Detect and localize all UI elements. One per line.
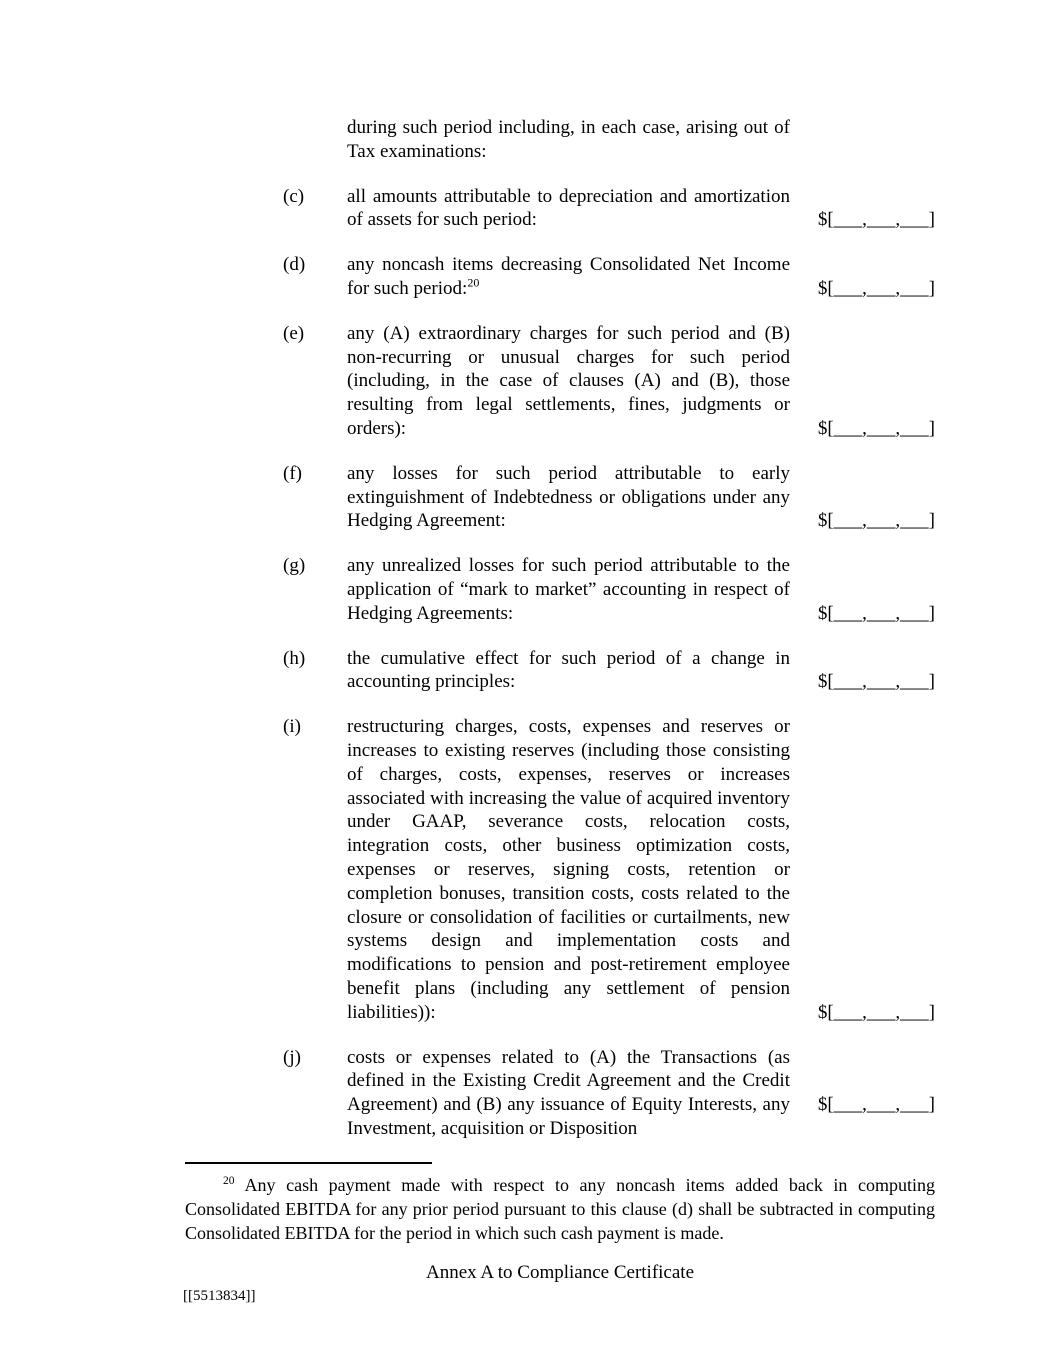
clause-row: [283, 554, 935, 625]
clause-row: [283, 322, 935, 441]
footnote-reference: 20: [467, 275, 480, 290]
clause-text-content: any (A) extraordinary charges for such period and (B) non-recurring or unusual charges for such period (including, in the case of clauses (A) and (B), those resulting from legal settlements, fines, judgments or orders):: [347, 322, 790, 439]
footnote-text: Any cash payment made with respect to any noncash items added back in computing Consolidated EBITDA for any prior period pursuant to this clause (d) shall be subtracted in computing Consolidated EBITDA for the period in which such cash payment is made.: [185, 1175, 935, 1243]
clause-letter: (j): [283, 1046, 301, 1068]
clause-letter: (c): [283, 185, 305, 207]
clause-text-content: the cumulative effect for such period of a change in accounting principles:: [347, 647, 790, 693]
clause-text: [347, 647, 790, 695]
clause-text-content: any noncash items decreasing Consolidated Net Income for such period:: [347, 254, 790, 299]
clause-text-content: costs or expenses related to (A) the Transactions (as defined in the Existing Credit Agreement and the Credit Agreement) and (B) any issuance of Equity Interests, any Investment, acquisition or Disposition: [347, 1046, 790, 1139]
clause-list: [283, 185, 935, 1141]
clause-row: [283, 253, 935, 301]
footer-annex-label: Annex A to Compliance Certificate: [425, 1262, 695, 1283]
amount-blank: $[___,___,___]: [817, 602, 935, 624]
amount-blank: $[___,___,___]: [817, 277, 935, 299]
document-body: [283, 116, 935, 1162]
clause-letter: (e): [283, 322, 305, 344]
amount-blank: $[___,___,___]: [817, 671, 935, 693]
clause-row: [283, 647, 935, 695]
clause-text: [347, 253, 790, 301]
amount-blank: $[___,___,___]: [817, 1093, 935, 1115]
footnote-separator-rule: [185, 1162, 432, 1164]
clause-letter: (h): [283, 647, 306, 669]
clause-text-content: any unrealized losses for such period attributable to the application of “mark to market” accounting in respect of Hedging Agreements:: [347, 555, 790, 624]
clause-letter: (d): [283, 254, 306, 276]
clause-text: [347, 1046, 790, 1141]
footnote-area: [185, 1162, 935, 1245]
clause-text-content: all amounts attributable to depreciation and amortization of assets for such period:: [347, 185, 790, 231]
footnote-number: 20: [223, 1175, 235, 1187]
clause-row: [283, 715, 935, 1024]
amount-blank: $[___,___,___]: [817, 209, 935, 231]
clause-text: [347, 462, 790, 533]
clause-text: [347, 715, 790, 1024]
footer-document-id: [[5513834]]: [183, 1288, 256, 1304]
clause-text: [347, 185, 790, 233]
clause-text-content: restructuring charges, costs, expenses and reserves or increases to existing reserves (including those consisting of charges, costs, expenses, reserves or increases associated with increasing the value of acquired inventory under GAAP, severance costs, relocation costs, integration costs, other business optimization costs, expenses or reserves, signing costs, retention or completion bonuses, transition costs, costs related to the closure or consolidation of facilities or curtailments, new systems design and implementation costs and modifications to pension and post-retirement employee benefit plans (including any settlement of pension liabilities)):: [347, 716, 790, 1023]
amount-blank: $[___,___,___]: [817, 510, 935, 532]
amount-blank: $[___,___,___]: [817, 1001, 935, 1023]
clause-text: [347, 322, 790, 441]
clause-row: [283, 1046, 935, 1141]
footnote-20: [185, 1173, 935, 1245]
clause-letter: (f): [283, 462, 302, 484]
clause-letter: (i): [283, 716, 301, 738]
clause-text-content: any losses for such period attributable to early extinguishment of Indebtedness or obligations under any Hedging Agreement:: [347, 462, 790, 532]
clause-letter: (g): [283, 555, 306, 577]
clause-text: [347, 554, 790, 625]
clause-row: [283, 185, 935, 233]
continuation-paragraph: during such period including, in each case, arising out of Tax examinations:: [347, 117, 790, 162]
clause-row: [283, 462, 935, 533]
amount-blank: $[___,___,___]: [817, 417, 935, 439]
